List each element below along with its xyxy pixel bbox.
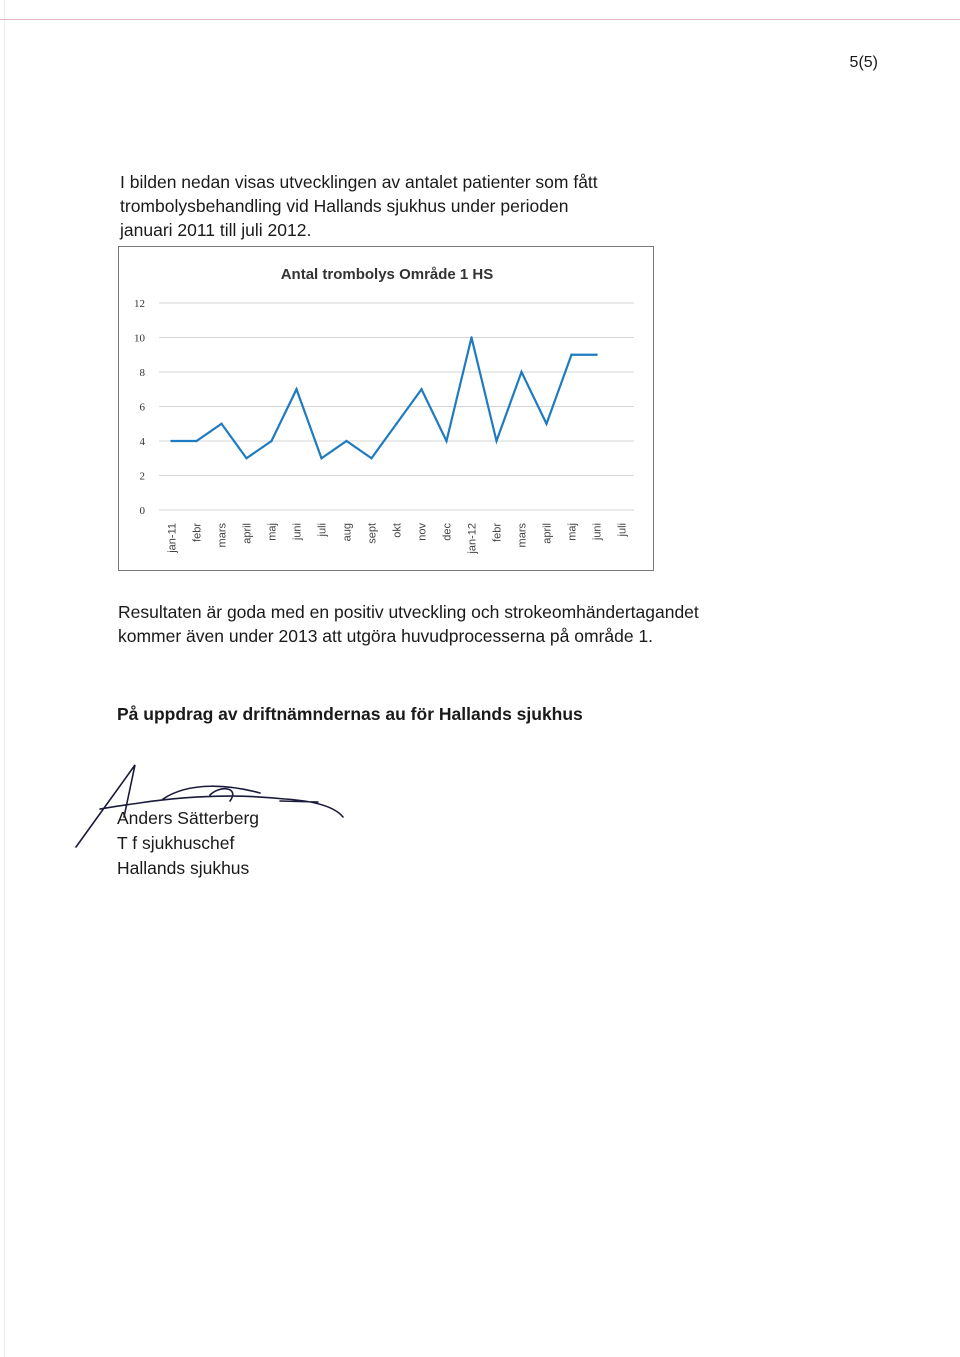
x-tick-label: april bbox=[241, 523, 254, 544]
data-point bbox=[545, 423, 547, 425]
x-tick-label: juli bbox=[616, 523, 629, 537]
x-tick-label: sept bbox=[366, 523, 379, 544]
chart-gridlines bbox=[159, 303, 634, 510]
data-point bbox=[570, 354, 572, 356]
data-point bbox=[470, 336, 472, 338]
intro-line: I bilden nedan visas utvecklingen av antalet patienter som fått bbox=[120, 172, 598, 192]
data-point bbox=[495, 440, 497, 442]
y-axis-ticks bbox=[134, 298, 146, 517]
y-tick-label: 4 bbox=[139, 436, 145, 448]
data-point bbox=[220, 423, 222, 425]
x-tick-label: juni bbox=[591, 523, 604, 541]
data-point bbox=[345, 440, 347, 442]
data-point bbox=[520, 371, 522, 373]
x-tick-label: april bbox=[541, 523, 554, 544]
signatory-organization: Hallands sjukhus bbox=[117, 858, 250, 878]
x-tick-label: jan-11 bbox=[166, 523, 179, 553]
data-point bbox=[195, 440, 197, 442]
signature-block bbox=[117, 806, 259, 881]
x-tick-label: nov bbox=[416, 523, 429, 541]
y-tick-label: 6 bbox=[139, 401, 145, 414]
x-tick-label: febr bbox=[191, 523, 204, 542]
y-tick-label: 2 bbox=[139, 470, 145, 483]
data-point bbox=[295, 388, 297, 390]
commission-heading: På uppdrag av driftnämndernas au för Hallands sjukhus bbox=[117, 704, 583, 724]
page-number: 5(5) bbox=[849, 54, 878, 71]
results-line: kommer även under 2013 att utgöra huvudprocesserna på område 1. bbox=[118, 626, 654, 646]
y-tick-label: 10 bbox=[134, 332, 145, 345]
y-tick-label: 0 bbox=[139, 505, 145, 517]
data-point bbox=[245, 457, 247, 459]
data-point bbox=[370, 457, 372, 459]
intro-line: januari 2011 till juli 2012. bbox=[120, 220, 312, 240]
results-line: Resultaten är goda med en positiv utveckling och strokeomhändertagandet bbox=[118, 602, 699, 622]
x-tick-label: juli bbox=[316, 523, 329, 537]
data-point bbox=[595, 354, 597, 356]
chart-canvas bbox=[119, 247, 655, 572]
data-point bbox=[270, 440, 272, 442]
y-tick-label: 12 bbox=[134, 298, 145, 310]
chart-title: Antal trombolys Område 1 HS bbox=[280, 266, 494, 283]
data-point bbox=[170, 440, 172, 442]
x-axis-ticks bbox=[167, 523, 629, 555]
x-tick-label: maj bbox=[266, 523, 279, 541]
page-edge bbox=[4, 0, 5, 1357]
results-paragraph bbox=[118, 600, 818, 648]
x-tick-label: mars bbox=[216, 523, 229, 548]
data-point bbox=[395, 423, 397, 425]
thrombolysis-chart bbox=[118, 246, 654, 571]
x-tick-label: juni bbox=[291, 523, 304, 541]
x-tick-label: mars bbox=[516, 523, 529, 548]
intro-paragraph bbox=[120, 170, 680, 242]
data-point bbox=[420, 388, 422, 390]
signatory-name: Anders Sätterberg bbox=[117, 808, 260, 828]
signatory-title: T f sjukhuschef bbox=[117, 833, 235, 853]
x-tick-label: febr bbox=[491, 523, 504, 542]
y-tick-label: 8 bbox=[139, 367, 145, 379]
x-tick-label: dec bbox=[441, 523, 454, 541]
x-tick-label: jan-12 bbox=[466, 523, 479, 554]
data-point bbox=[445, 440, 447, 442]
x-tick-label: aug bbox=[341, 523, 354, 542]
intro-line: trombolysbehandling vid Hallands sjukhus under perioden bbox=[120, 196, 569, 216]
series-line bbox=[172, 338, 597, 459]
x-tick-label: okt bbox=[391, 523, 404, 538]
data-point bbox=[320, 457, 322, 459]
header-rule bbox=[0, 19, 960, 20]
x-tick-label: maj bbox=[566, 523, 579, 541]
